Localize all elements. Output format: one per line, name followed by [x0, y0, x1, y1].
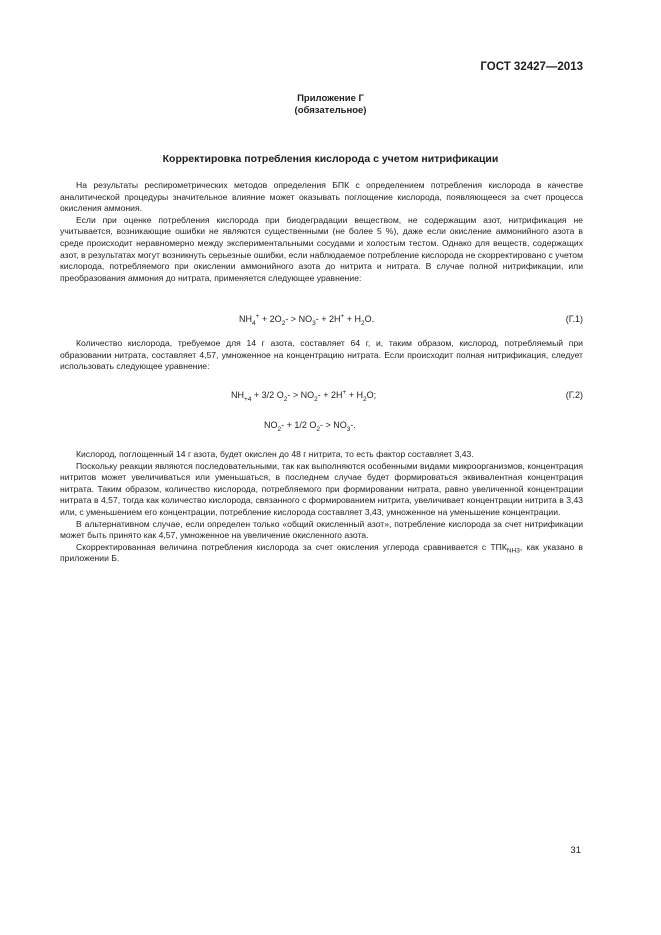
equation-formula: $NO_2- + 1/2$ $O_2- > NO_3-$. — [264, 420, 356, 433]
equation-g1 — [60, 314, 583, 328]
equation-number: (Г.1) — [565, 314, 583, 324]
intro-paragraphs — [60, 180, 583, 284]
paragraph-oxygen-quantity — [60, 338, 583, 373]
paragraph: Поскольку реакции являются последовательными, так как выполняются особенными видами микроорганизмов, концентрация нитритов может увеличиваться или уменьшаться, в последнем случае будет формироваться эквивалентная концентрация нитрата. Таким образом, количество кислорода, потребляемого при формировании нитрата, равно увеличенной концентрации нитрата в 4,57, тогда как количество кислорода, связанного с формированием нитрита, увеличивает концентрации нитрита в 3,43 или, с уменьшением его концентрации, потребление кислорода составляет 3,43, умноженное на уменьшение концентрации. — [60, 460, 583, 517]
equation-formula: $NH_{+4} + 3/2$ $O_2- > NO_2- + 2H^+ + H_2O$; — [231, 389, 377, 403]
equation-g2 — [60, 390, 583, 404]
page-number: 31 — [570, 845, 581, 856]
paragraph: На результаты респирометрических методов определения БПК с определением потребления кислорода в качестве аналитической процедуры значительное влияние может оказывать поглощение кислорода, появляющееся за счет процесса окисления аммония. — [60, 180, 583, 214]
paragraph: В альтернативном случае, если определен только «общий окисленный азот», потребление кислорода за счет нитрификации может быть принято как 4,57, умноженное на увеличение окисленного азота. — [60, 518, 583, 541]
body-paragraphs — [60, 449, 583, 565]
equation-formula: $NH_4^+ + 2O_2- > NO_3- + 2H^+ + H_2O$. — [239, 313, 375, 327]
equation-number: (Г.2) — [565, 390, 583, 400]
section-title: Корректировка потребления кислорода с учетом нитрификации — [162, 153, 499, 165]
paragraph: Количество кислорода, требуемое для 14 г азота, составляет 64 г, и, таким образом, кислород, потребляемый при образовании нитрата, составляет 4,57, умноженное на концентрацию нитрата. Если происходит полная нитрификация, следует использовать следующее уравнение: — [60, 338, 583, 372]
equation-nitrite-oxidation — [60, 420, 583, 434]
paragraph: Кислород, поглощенный 14 г азота, будет окислен до 48 г нитрита, то есть фактор составляет 3,43. — [76, 449, 474, 459]
paragraph: Скорректированная величина потребления кислорода за счет окисления углерода сравнивается с $ТПК_{NH3}$, как указано в приложении Б. — [60, 541, 583, 564]
appendix-status: (обязательное) — [294, 105, 367, 116]
standard-designation: ГОСТ 32427—2013 — [480, 61, 583, 73]
appendix-title: Приложение Г — [297, 93, 364, 104]
paragraph: Если при оценке потребления кислорода при биодеградации веществом, не содержащим азот, нитрификация не учитывается, возникающие ошибки не являются существенными (не более 5 %), даже если окисление аммонийного азота в среде происходит неравномерно между экспериментальными сосудами и холостым тестом. Однако для веществ, содержащих азот, в результатах могут возникнуть серьезные ошибки, если наблюдаемое потребление кислорода не скорректировано с учетом кислорода, потребляемого при окислении аммонийного азота до нитрита и нитрата. В случае полной нитрификации, или преобразования аммония до нитрата, применяется следующее уравнение: — [60, 214, 583, 283]
